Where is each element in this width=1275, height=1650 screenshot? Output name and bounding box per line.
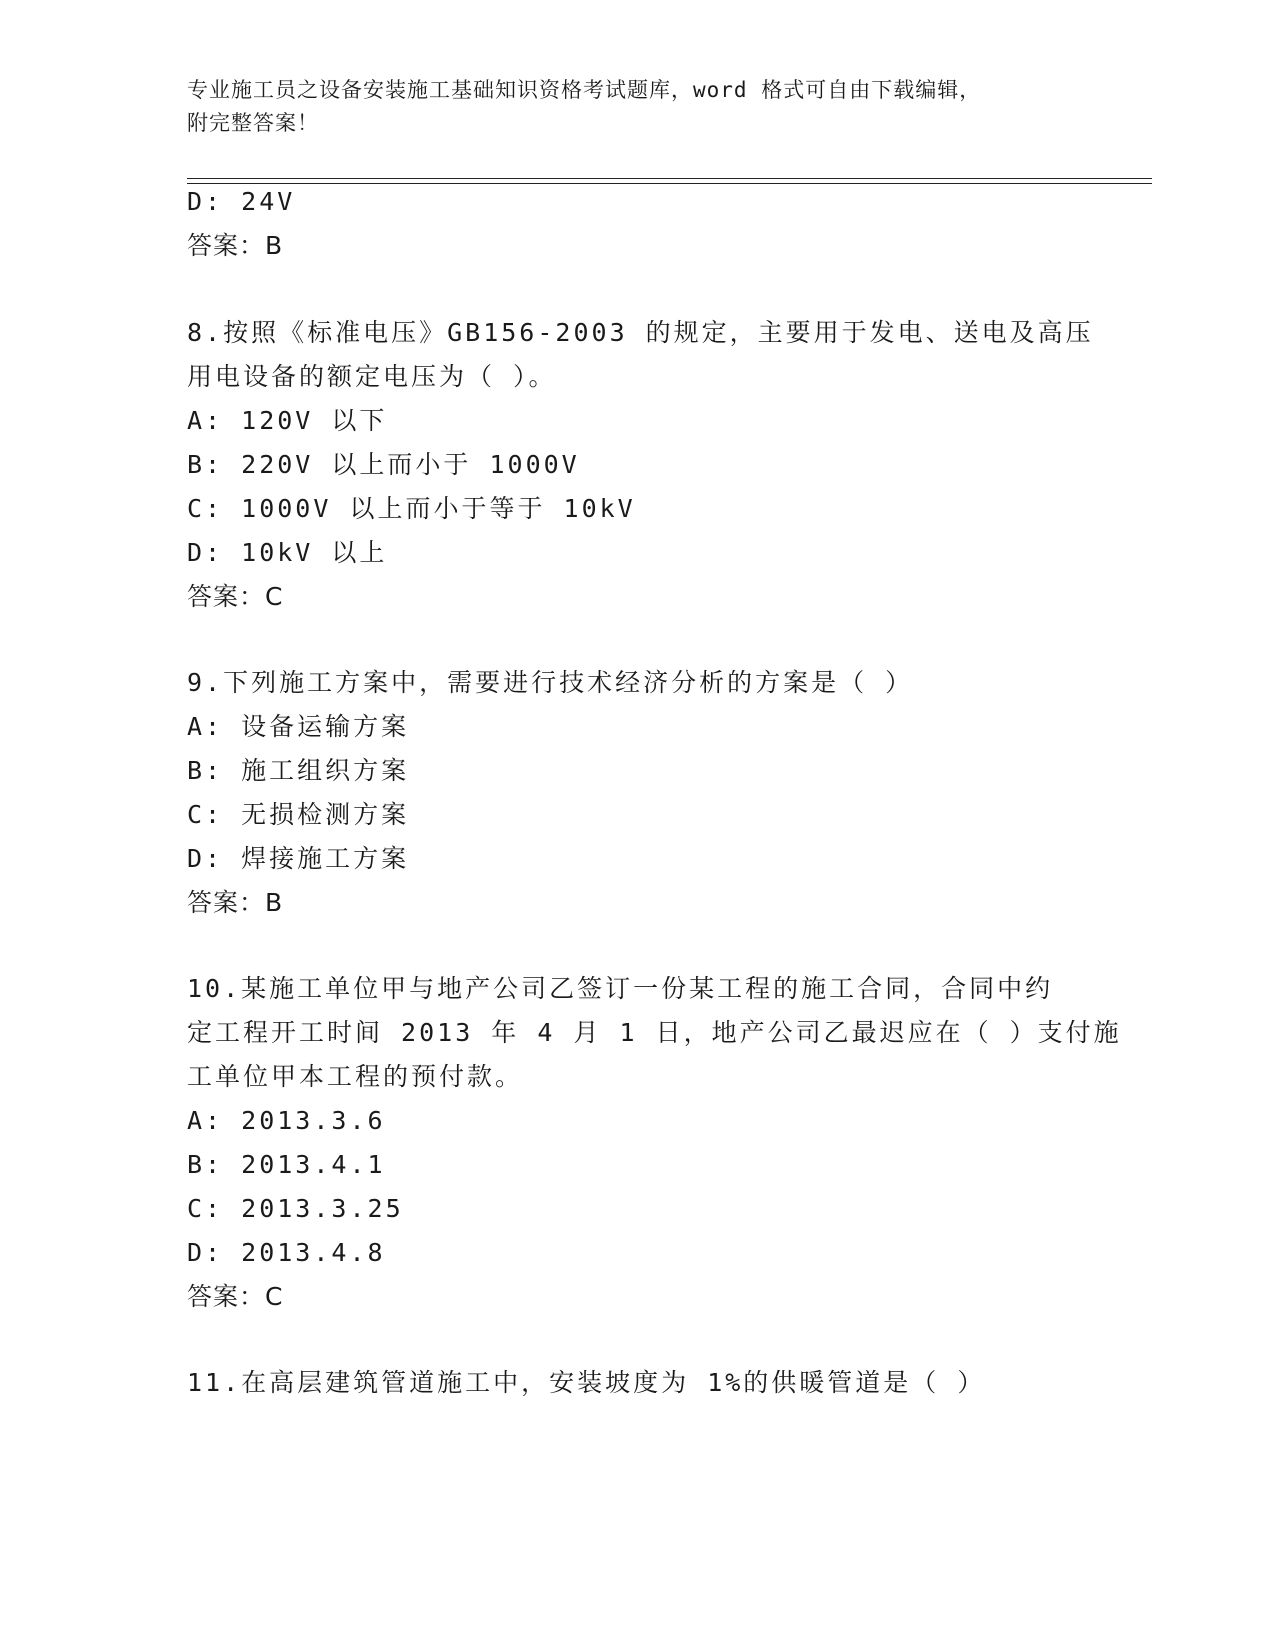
q8-option-c: C: 1000V 以上而小于等于 10kV <box>187 494 636 523</box>
q8-answer: 答案：C <box>187 582 284 611</box>
q10-option-c: C: 2013.3.25 <box>187 1194 404 1223</box>
q11-stem-line-1: 11.在高层建筑管道施工中，安装坡度为 1%的供暖管道是（ ） <box>187 1368 986 1397</box>
q8-stem-line-2: 用电设备的额定电压为（ ）。 <box>187 362 557 391</box>
q8-option-a: A: 120V 以下 <box>187 406 388 435</box>
q10-option-d: D: 2013.4.8 <box>187 1238 386 1267</box>
q8-option-d: D: 10kV 以上 <box>187 538 388 567</box>
q9-option-b: B: 施工组织方案 <box>187 756 410 785</box>
q8-option-b: B: 220V 以上而小于 1000V <box>187 450 580 479</box>
header-line-2: 附完整答案！ <box>187 111 319 135</box>
q10-answer: 答案：C <box>187 1282 284 1311</box>
q10-stem-line-3: 工单位甲本工程的预付款。 <box>187 1062 524 1091</box>
header-divider <box>187 178 1152 184</box>
q9-stem-line-1: 9.下列施工方案中，需要进行技术经济分析的方案是（ ） <box>187 668 914 697</box>
q8-stem-line-1: 8.按照《标准电压》GB156-2003 的规定，主要用于发电、送电及高压 <box>187 318 1094 347</box>
q10-stem-line-2: 定工程开工时间 2013 年 4 月 1 日，地产公司乙最迟应在（ ）支付施 <box>187 1018 1122 1047</box>
q9-option-a: A: 设备运输方案 <box>187 712 410 741</box>
page-header <box>187 74 1087 140</box>
q10-stem-line-1: 10.某施工单位甲与地产公司乙签订一份某工程的施工合同，合同中约 <box>187 974 1054 1003</box>
q9-option-c: C: 无损检测方案 <box>187 800 410 829</box>
q10-option-b: B: 2013.4.1 <box>187 1150 386 1179</box>
prev-option-d: D: 24V <box>187 187 296 216</box>
prev-answer: 答案：B <box>187 231 284 260</box>
q9-option-d: D: 焊接施工方案 <box>187 844 410 873</box>
q9-answer: 答案：B <box>187 888 284 917</box>
header-line-1: 专业施工员之设备安装施工基础知识资格考试题库，word 格式可自由下载编辑， <box>187 78 982 102</box>
q10-option-a: A: 2013.3.6 <box>187 1106 386 1135</box>
